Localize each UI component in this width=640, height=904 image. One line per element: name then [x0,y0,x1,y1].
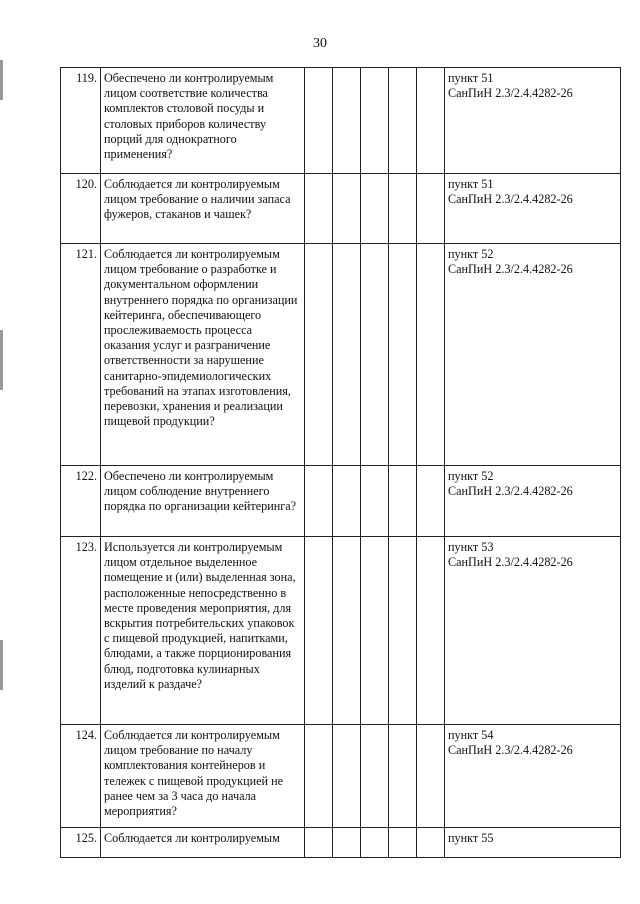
row-number: 121. [61,244,101,466]
question-text: Обеспечено ли контролируемым лицом соответствие количества комплектов столовой посуды и столовых приборов количеству порций для однократного применения? [101,68,305,174]
question-text: Соблюдается ли контролируемым лицом требование по началу комплектования контейнеров и тележек с пищевой продукцией не ранее чем за 3 часа до начала мероприятия? [101,725,305,828]
row-number: 123. [61,537,101,725]
answer-cell-yes[interactable] [305,537,333,725]
row-number: 124. [61,725,101,828]
answer-cell-na[interactable] [361,466,389,537]
answer-cell-note[interactable] [389,466,417,537]
answer-cell-extra[interactable] [417,174,445,244]
reference-cell [445,828,621,858]
scan-edge-mark [0,640,3,690]
answer-cell-yes[interactable] [305,68,333,174]
reference-cell [445,244,621,466]
answer-cell-extra[interactable] [417,537,445,725]
answer-cell-no[interactable] [333,68,361,174]
answer-cell-na[interactable] [361,828,389,858]
row-number: 120. [61,174,101,244]
table-row [61,466,621,537]
question-text: Соблюдается ли контролируемым [101,828,305,858]
answer-cell-yes[interactable] [305,244,333,466]
answer-cell-extra[interactable] [417,828,445,858]
reference-cell [445,466,621,537]
answer-cell-no[interactable] [333,725,361,828]
row-number: 119. [61,68,101,174]
table-row [61,68,621,174]
reference-document: СанПиН 2.3/2.4.4282-26 [448,192,573,207]
answer-cell-extra[interactable] [417,725,445,828]
question-text: Соблюдается ли контролируемым лицом требование о разработке и документальном оформлении внутреннего порядка по организации кейтеринга, обеспечивающего прослеживаемость процесса оказания услуг и разграничение ответственности за нарушение санитарно-эпидемиологических требований на этапах изготовления, перевозки, хранения и реализации пищевой продукции? [101,244,305,466]
reference-cell [445,68,621,174]
reference-document: СанПиН 2.3/2.4.4282-26 [448,484,573,499]
reference-document: СанПиН 2.3/2.4.4282-26 [448,743,573,758]
answer-cell-no[interactable] [333,537,361,725]
answer-cell-yes[interactable] [305,174,333,244]
answer-cell-na[interactable] [361,725,389,828]
row-number: 122. [61,466,101,537]
answer-cell-na[interactable] [361,537,389,725]
answer-cell-na[interactable] [361,68,389,174]
answer-cell-extra[interactable] [417,68,445,174]
answer-cell-no[interactable] [333,828,361,858]
table-row [61,244,621,466]
row-number: 125. [61,828,101,858]
answer-cell-note[interactable] [389,244,417,466]
scan-edge-mark [0,330,3,390]
table-row [61,725,621,828]
table-row [61,537,621,725]
table-row [61,174,621,244]
reference-point: пункт 51 [448,177,494,191]
answer-cell-yes[interactable] [305,725,333,828]
checklist-table [60,67,621,858]
question-text: Обеспечено ли контролируемым лицом соблюдение внутреннего порядка по организации кейтеринга? [101,466,305,537]
answer-cell-na[interactable] [361,244,389,466]
answer-cell-extra[interactable] [417,244,445,466]
reference-point: пункт 53 [448,540,494,554]
answer-cell-note[interactable] [389,725,417,828]
scan-edge-mark [0,60,3,100]
reference-cell [445,537,621,725]
answer-cell-yes[interactable] [305,466,333,537]
answer-cell-note[interactable] [389,174,417,244]
reference-document: СанПиН 2.3/2.4.4282-26 [448,262,573,277]
reference-point: пункт 52 [448,247,494,261]
reference-point: пункт 51 [448,71,494,85]
table-row [61,828,621,858]
answer-cell-no[interactable] [333,466,361,537]
answer-cell-yes[interactable] [305,828,333,858]
reference-point: пункт 52 [448,469,494,483]
reference-point: пункт 55 [448,831,494,845]
reference-cell [445,174,621,244]
answer-cell-note[interactable] [389,537,417,725]
answer-cell-extra[interactable] [417,466,445,537]
reference-cell [445,725,621,828]
answer-cell-no[interactable] [333,244,361,466]
question-text: Соблюдается ли контролируемым лицом требование о наличии запаса фужеров, стаканов и чашек? [101,174,305,244]
question-text: Используется ли контролируемым лицом отдельное выделенное помещение и (или) выделенная зона, расположенные непосредственно в месте проведения мероприятия, для вскрытия потребительских упаковок с пищевой продукцией, напитками, блюдами, а также порционирования блюд, подготовка кулинарных изделий к раздаче? [101,537,305,725]
answer-cell-na[interactable] [361,174,389,244]
reference-document: СанПиН 2.3/2.4.4282-26 [448,86,573,101]
answer-cell-note[interactable] [389,828,417,858]
reference-point: пункт 54 [448,728,494,742]
reference-document: СанПиН 2.3/2.4.4282-26 [448,555,573,570]
answer-cell-note[interactable] [389,68,417,174]
answer-cell-no[interactable] [333,174,361,244]
page-number: 30 [313,36,327,51]
